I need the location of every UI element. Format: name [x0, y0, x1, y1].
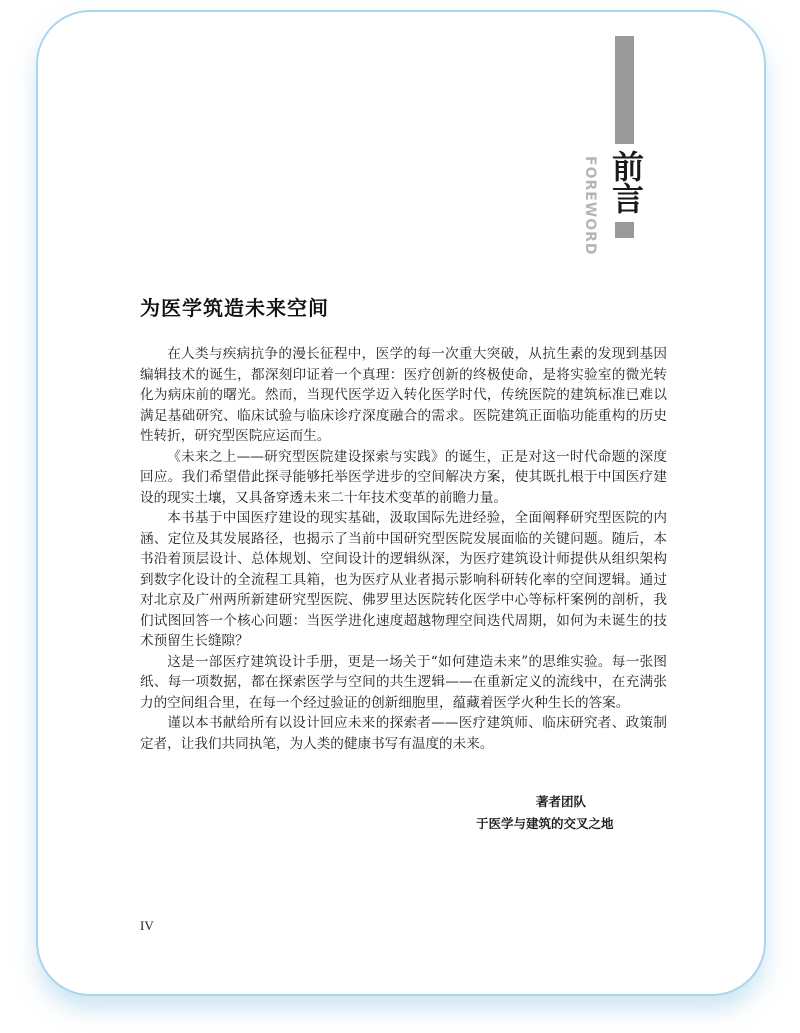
page-number: IV — [140, 918, 154, 933]
title-decor-bar-top — [615, 36, 634, 144]
paragraph-4: 这是一部医疗建筑设计手册，更是一场关于“如何建造未来”的思维实验。每一张图纸、每一项数据，都在探索医学与空间的共生逻辑——在重新定义的流线中，在充满张力的空间组合里，在每一个经过验证的创新细胞里，蕴藏着医学火种生长的答案。 — [140, 653, 667, 711]
section-heading: 为医学筑造未来空间 — [140, 296, 329, 320]
paragraph-5: 谨以本书献给所有以设计回应未来的探索者——医疗建筑师、临床研究者、政策制定者，让我们共同执笔，为人类的健康书写有温度的未来。 — [140, 715, 667, 752]
signature-author: 著者团队 — [536, 794, 587, 809]
title-decor-bar-bottom — [615, 222, 634, 238]
paragraph-1: 在人类与疾病抗争的漫长征程中，医学的每一次重大突破，从抗生素的发现到基因编辑技术的诞生，都深刻印证着一个真理：医疗创新的终极使命，是将实验室的微光转化为病床前的曙光。然而，当现代医学迈入转化医学时代，传统医院的建筑标准已难以满足基础研究、临床试验与临床诊疗深度融合的需求。医院建筑正面临功能重构的历史性转折，研究型医院应运而生。 — [140, 346, 667, 444]
signature-place: 于医学与建筑的交叉之地 — [476, 816, 614, 831]
page-title-english: FOREWORD — [582, 156, 598, 256]
paragraph-2: 《未来之上——研究型医院建设探索与实践》的诞生，正是对这一时代命题的深度回应。我们希望借此探寻能够托举医学进步的空间解决方案，使其既扎根于中国医疗建设的现实土壤，又具备穿透未来二十年技术变革的前瞻力量。 — [140, 448, 667, 506]
page-title: 前言 — [607, 150, 645, 214]
paragraph-3: 本书基于中国医疗建设的现实基础，汲取国际先进经验，全面阐释研究型医院的内涵、定位及其发展路径，也揭示了当前中国研究型医院发展面临的关键问题。随后，本书沿着顶层设计、总体规划、空间设计的逻辑纵深，为医疗建筑设计师提供从组织架构到数字化设计的全流程工具箱，也为医疗从业者揭示影响科研转化率的空间逻辑。通过对北京及广州两所新建研究型医院、佛罗里达医院转化医学中心等标杆案例的剖析，我们试图回答一个核心问题：当医学进化速度超越物理空间迭代周期，如何为未诞生的技术预留生长缝隙？ — [140, 510, 667, 649]
body-text — [140, 344, 667, 754]
